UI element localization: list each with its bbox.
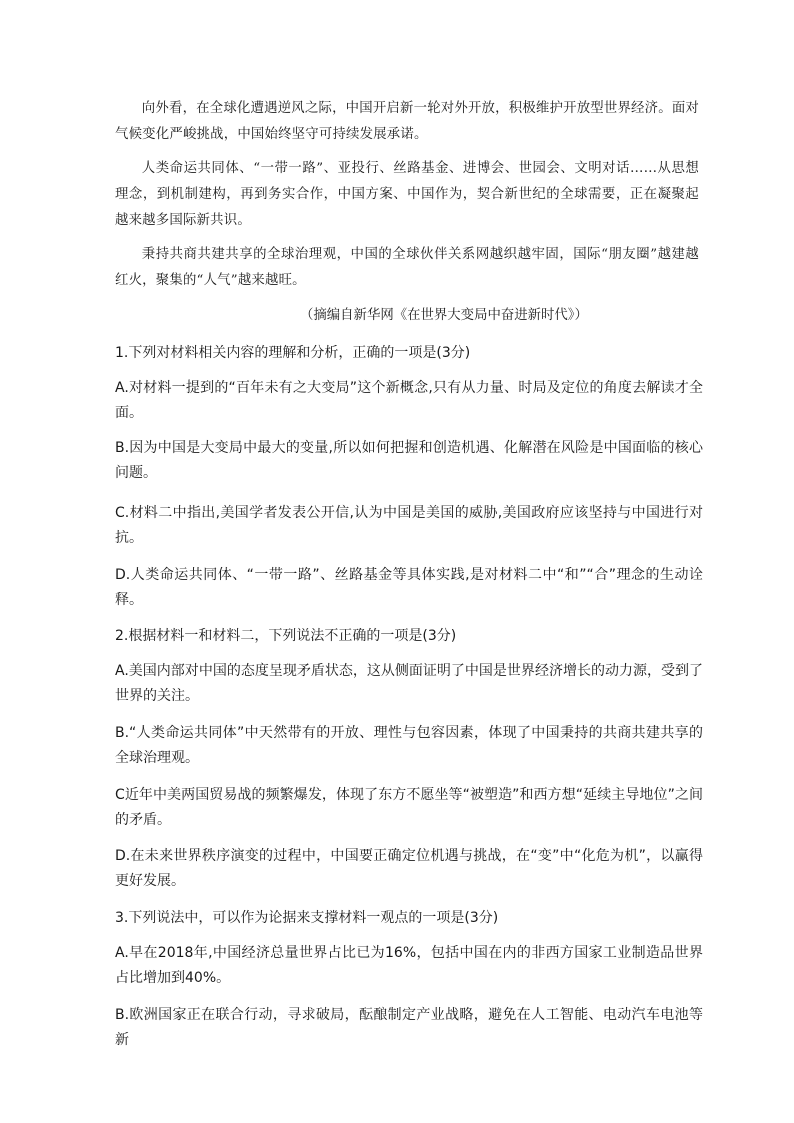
question-3-stem: 3.下列说法中，可以作为论据来支撑材料一观点的一项是(3分) (115, 910, 499, 926)
passage-paragraph-2: 人类命运共同体、“一带一路”、亚投行、丝路基金、进博会、世园会、文明对话……从思想理念，到机制建构，再到务实合作，中国方案、中国作为，契合新世纪的全球需要，正在凝聚起越来越多国际新共识。 (115, 161, 699, 228)
question-2-option-a: A.美国内部对中国的态度呈现矛盾状态，这从侧面证明了中国是世界经济增长的动力源，受到了世界的关注。 (115, 663, 703, 704)
question-1-stem: 1.下列对材料相关内容的理解和分析，正确的一项是(3分) (115, 345, 471, 361)
question-2-option-d: D.在未来世界秩序演变的过程中，中国要正确定位机遇与挑战，在“变”中“化危为机”，以赢得更好发展。 (115, 848, 703, 889)
passage-paragraph-1: 向外看，在全球化遭遇逆风之际，中国开启新一轮对外开放，积极维护开放型世界经济。面对气候变化严峻挑战，中国始终坚守可持续发展承诺。 (115, 101, 700, 142)
passage-source: （摘编自新华网《在世界大变局中奋进新时代》） (300, 308, 588, 323)
question-2-stem: 2.根据材料一和材料二，下列说法不正确的一项是(3分) (115, 628, 457, 644)
question-1-option-c: C.材料二中指出,美国学者发表公开信,认为中国是美国的威胁,美国政府应该坚持与中国进行对抗。 (115, 505, 703, 546)
question-3-option-b: B.欧洲国家正在联合行动，寻求破局，酝酿制定产业战略，避免在人工智能、电动汽车电池等新 (115, 1007, 703, 1048)
question-1-option-a: A.对材料一提到的“百年未有之大变局”这个新概念,只有从力量、时局及定位的角度去解读才全面。 (115, 380, 703, 421)
question-1-option-b: B.因为中国是大变局中最大的变量,所以如何把握和创造机遇、化解潜在风险是中国面临的核心问题。 (115, 440, 703, 481)
question-3-option-a: A.早在2018年,中国经济总量世界占比已为16%，包括中国在内的非西方国家工业制造品世界占比增加到40%。 (115, 945, 703, 986)
question-2-option-c: C近年中美两国贸易战的频繁爆发，体现了东方不愿坐等“被塑造”和西方想“延续主导地位”之间的矛盾。 (115, 787, 703, 828)
question-1-option-d: D.人类命运共同体、“一带一路”、丝路基金等具体实践,是对材料二中“和”“合”理念的生动诠释。 (115, 567, 703, 608)
question-2-option-b: B.“人类命运共同体”中天然带有的开放、理性与包容因素，体现了中国秉持的共商共建共享的全球治理观。 (115, 725, 703, 766)
passage-paragraph-3: 秉持共商共建共享的全球治理观，中国的全球伙伴关系网越织越牢固，国际“朋友圈”越建越红火，聚集的“人气”越来越旺。 (115, 247, 699, 288)
